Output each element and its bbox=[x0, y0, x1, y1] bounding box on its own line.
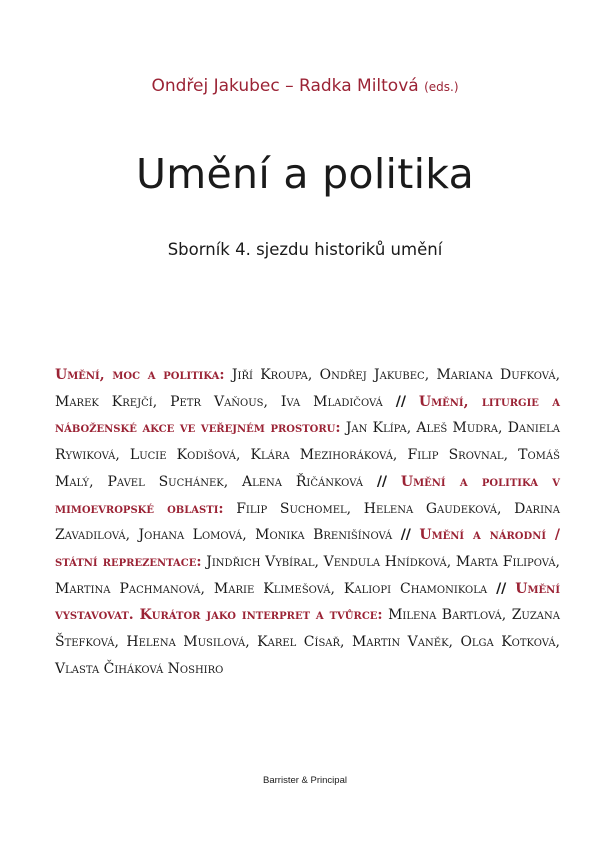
section-authors: Filip Suchomel, Helena Gaudeková, Darina Zavadilová, Johana Lomová, Monika Brenišínová bbox=[55, 500, 560, 544]
section-authors: Milena Bartlová, Zuzana Štefková, Helena Musilová, Karel Císař, Martin Vaněk, Olga Kotková, Vlasta Čiháková Noshiro bbox=[55, 607, 560, 677]
section-separator: // bbox=[496, 580, 507, 597]
editors-suffix: (eds.) bbox=[424, 80, 459, 94]
section-heading: Umění, moc a politika: bbox=[55, 367, 225, 383]
section-heading: Umění a politika v mimoevropské oblasti: bbox=[55, 473, 561, 517]
section-heading: Umění, liturgie a náboženské akce ve veřejném prostoru: bbox=[55, 393, 560, 437]
section-authors: Jan Klípa, Aleš Mudra, Daniela Rywiková, Lucie Kodišová, Klára Mezihoráková, Filip Srovnal, Tomáš Malý, Pavel Suchánek, Alena Řičánková bbox=[55, 420, 561, 490]
publisher-name: Barrister & Principal bbox=[263, 775, 347, 786]
contents-block bbox=[55, 362, 560, 682]
section-heading: Umění vystavovat. Kurátor jako interpret a tvůrce: bbox=[55, 580, 560, 624]
section-separator: // bbox=[400, 527, 411, 544]
section-separator: // bbox=[395, 393, 406, 410]
section-authors: Jindřich Vybíral, Vendula Hnídková, Marta Filipová, Martina Pachmanová, Marie Klimešová, Kaliopi Chamonikola bbox=[55, 553, 560, 597]
editors-line bbox=[0, 76, 610, 96]
editor-names: Ondřej Jakubec – Radka Miltová bbox=[151, 76, 419, 96]
book-subtitle: Sborník 4. sjezdu historiků umění bbox=[167, 240, 443, 259]
book-title: Umění a politika bbox=[135, 150, 475, 198]
section-heading: Umění a národní / státní reprezentace: bbox=[55, 527, 560, 570]
section-separator: // bbox=[376, 473, 388, 490]
section-authors: Jiří Kroupa, Ondřej Jakubec, Mariana Dufková, Marek Krejčí, Petr Vaňous, Iva Mladičová bbox=[55, 367, 561, 410]
